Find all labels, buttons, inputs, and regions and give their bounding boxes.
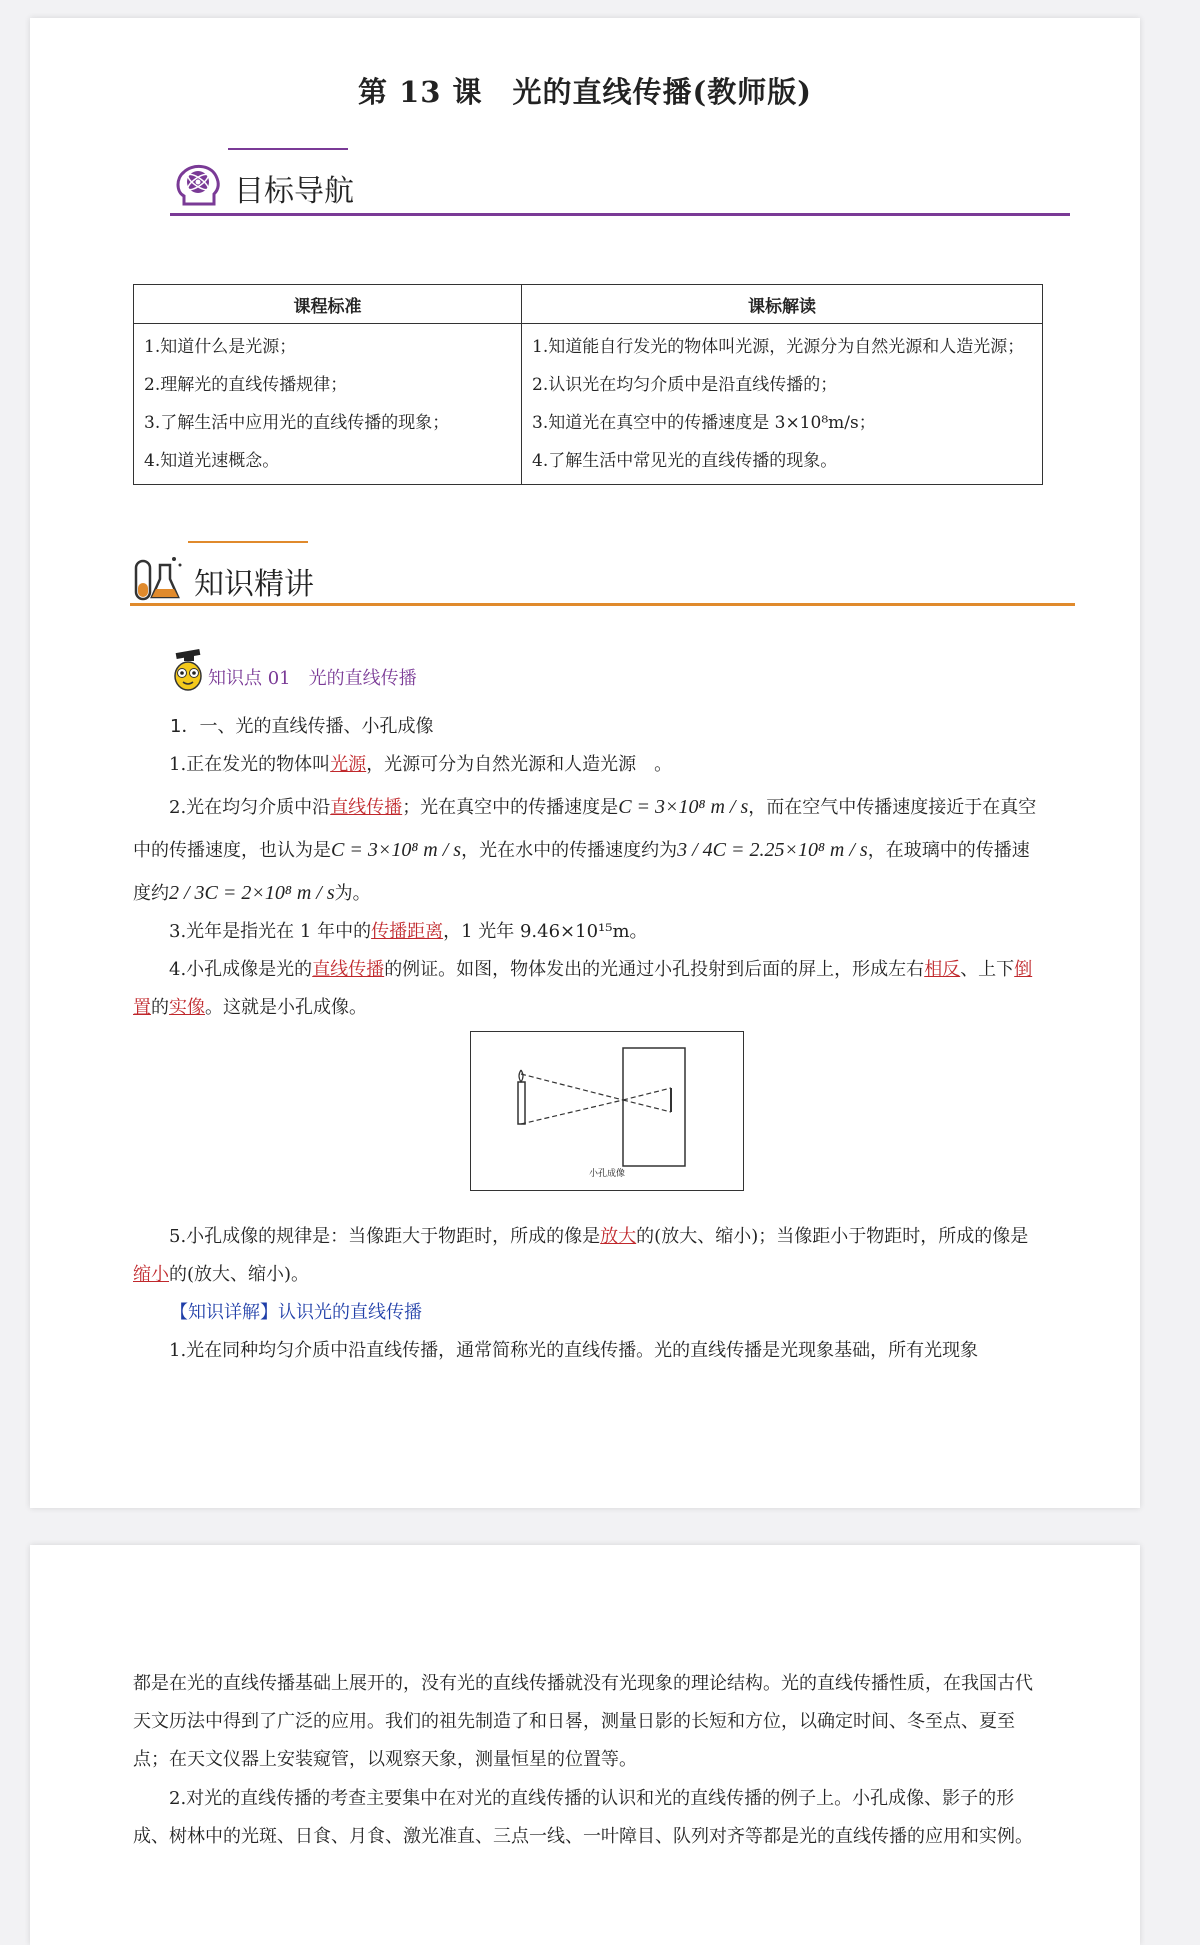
paragraph-5: 5.小孔成像的规律是：当像距大于物距时，所成的像是放大的(放大、缩小)；当像距小于物距时，所成的像是缩小的(放大、缩小)。: [133, 1226, 1029, 1285]
list-item: 3.知道光在真空中的传播速度是 3×10⁸m/s；: [532, 413, 876, 433]
section-header-knowledge: [130, 551, 314, 607]
list-item: 2.理解光的直线传播规律；: [144, 375, 348, 395]
knowledge-point-label: 知识点 01 光的直线传播: [208, 668, 417, 689]
paragraph-2: 2.光在均匀介质中沿直线传播；光在真空中的传播速度是C = 3×10⁸ m / s，而在空气中传播速度接近于在真空中的传播速度，也认为是C = 3×10⁸ m / s，光在水中的传播速度约为3 / 4C = 2.25×10⁸ m / s，在玻璃中的传播速度约2 / 3C = 2×10⁸ m / s为。: [133, 796, 1037, 904]
detail-heading: 【知识详解】认识光的直线传播: [170, 1302, 422, 1323]
figure-caption: 小孔成像: [588, 1169, 625, 1179]
curriculum-table: [133, 284, 1043, 485]
pinhole-camera-figure: [470, 1031, 744, 1191]
knowledge-point-heading: [168, 646, 417, 692]
list-item: 4.了解生活中常见光的直线传播的现象。: [532, 451, 838, 471]
brain-atom-icon: [170, 158, 226, 214]
list-item: 3.了解生活中应用光的直线传播的现象；: [144, 413, 450, 433]
subsection-title: 1．一、光的直线传播、小孔成像: [170, 716, 434, 737]
list-item: 1.知道什么是光源；: [144, 337, 297, 357]
paragraph-4: 4.小孔成像是光的直线传播的例证。如图，物体发出的光通过小孔投射到后面的屏上，形成左右相反、上下倒置的实像。这就是小孔成像。: [133, 959, 1033, 1018]
table-cell-interpretation: [522, 324, 1043, 485]
document-page-2: [30, 1545, 1140, 1945]
section-header-goals: [170, 158, 354, 214]
graduate-bee-icon: [168, 646, 208, 692]
document-page-1: [30, 18, 1140, 1508]
paragraph-3: 3.光年是指光在 1 年中的传播距离，1 光年 9.46×10¹⁵m。: [169, 921, 648, 942]
table-header: 课标解读: [522, 285, 1043, 324]
list-item: 4.知道光速概念。: [144, 451, 280, 471]
list-item: 2.认识光在均匀介质中是沿直线传播的；: [532, 375, 838, 395]
list-item: 1.知道能自行发光的物体叫光源，光源分为自然光源和人造光源；: [532, 337, 1025, 357]
section-divider: [170, 213, 1070, 216]
table-header: 课程标准: [134, 285, 522, 324]
paragraph-1: 1.正在发光的物体叫光源，光源可分为自然光源和人造光源 。: [169, 754, 673, 775]
section-title-knowledge: 知识精讲: [194, 567, 314, 602]
page2-paragraph-1: 都是在光的直线传播基础上展开的，没有光的直线传播就没有光现象的理论结构。光的直线传播性质，在我国古代天文历法中得到了广泛的应用。我们的祖先制造了和日晷，测量日影的长短和方位，以确定时间、冬至点、夏至点；在天文仪器上安装窥管，以观察天象，测量恒星的位置等。: [133, 1673, 1033, 1770]
table-cell-standards: [134, 324, 522, 485]
section-title-goals: 目标导航: [234, 174, 354, 209]
document-title: 第 13 课 光的直线传播(教师版): [358, 75, 812, 109]
flask-icon: [130, 551, 186, 607]
page2-paragraph-2: 2.对光的直线传播的考查主要集中在对光的直线传播的认识和光的直线传播的例子上。小孔成像、影子的形成、树林中的光斑、日食、月食、激光准直、三点一线、一叶障目、队列对齐等都是光的直线传播的应用和实例。: [133, 1788, 1033, 1847]
section-divider: [130, 603, 1075, 606]
paragraph-6: 1.光在同种均匀介质中沿直线传播，通常简称光的直线传播。光的直线传播是光现象基础，所有光现象: [169, 1340, 979, 1361]
